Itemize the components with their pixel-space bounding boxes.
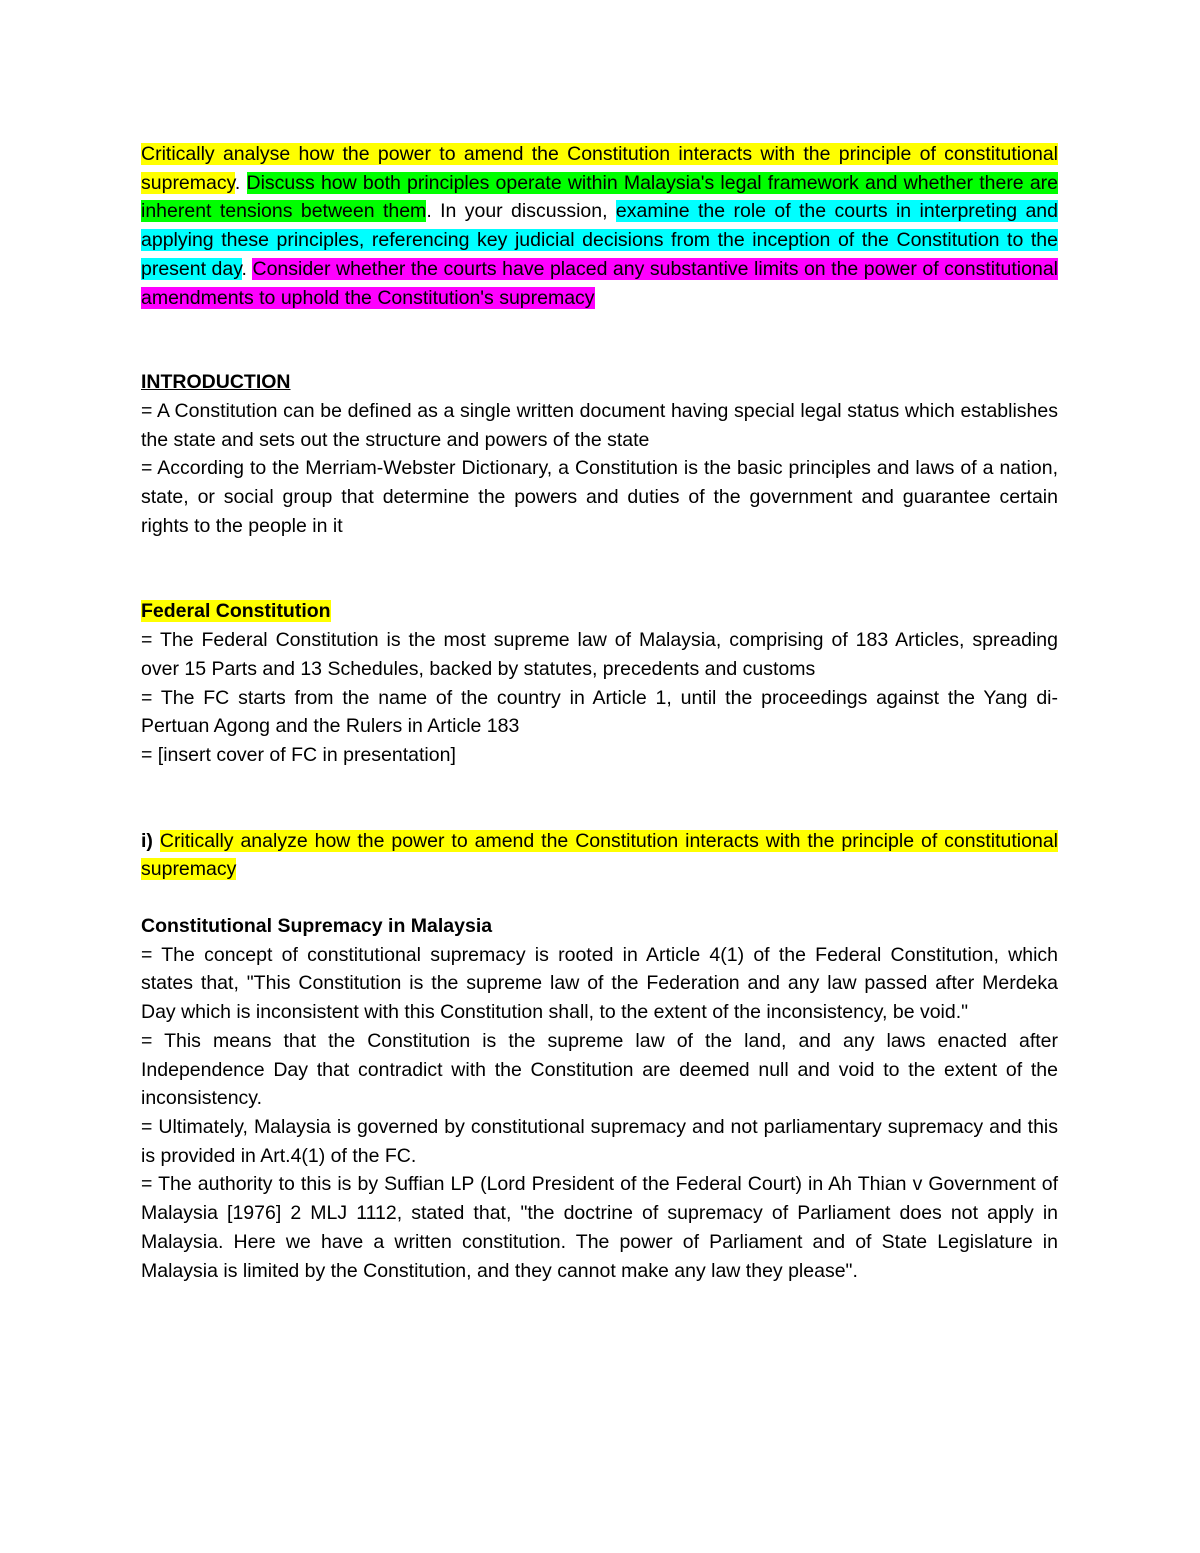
- federal-constitution-heading-text: Federal Constitution: [141, 600, 331, 623]
- federal-constitution-heading: [141, 597, 1058, 626]
- section-i-heading: [141, 827, 1058, 884]
- prompt-cyan-highlight: examine the role of the courts in interpreting and applying these principles, referencing key judicial decisions from the inception of the Constitution to the present day: [141, 200, 1058, 280]
- federal-constitution-point: = The FC starts from the name of the country in Article 1, until the proceedings against the Yang di-Pertuan Agong and the Rulers in Article 183: [141, 686, 1058, 738]
- prompt-green-highlight: Discuss how both principles operate within Malaysia's legal framework and whether there are inherent tensions between them: [141, 171, 1059, 223]
- section-i-label: i): [141, 829, 153, 852]
- introduction-point: = A Constitution can be defined as a single written document having special legal status which establishes the state and sets out the structure and powers of the state: [141, 399, 1058, 451]
- prompt-separator: .: [241, 257, 253, 280]
- prompt-magenta-highlight: Consider whether the courts have placed any substantive limits on the power of constitutional amendments to uphold the Constitution's supremacy: [141, 257, 1058, 309]
- supremacy-heading: Constitutional Supremacy in Malaysia: [141, 915, 493, 938]
- introduction-heading: INTRODUCTION: [141, 371, 291, 394]
- federal-constitution-point: = The Federal Constitution is the most supreme law of Malaysia, comprising of 183 Articles, spreading over 15 Parts and 13 Schedules, backed by statutes, precedents and customs: [141, 629, 1058, 680]
- prompt-separator: .: [234, 171, 247, 194]
- spacer: [141, 540, 1058, 597]
- section-i-title: Critically analyze how the power to amend the Constitution interacts with the principle of constitutional supremacy: [141, 829, 1058, 881]
- assignment-prompt: [141, 140, 1058, 312]
- prompt-separator: . In your discussion,: [426, 200, 616, 223]
- introduction-point: = According to the Merriam-Webster Dictionary, a Constitution is the basic principles and laws of a nation, state, or social group that determine the powers and duties of the government and guarantee certain rights to the people in it: [141, 457, 1058, 537]
- document-body: [141, 140, 1058, 1285]
- supremacy-point: = The concept of constitutional supremacy is rooted in Article 4(1) of the Federal Constitution, which states that, "This Constitution is the supreme law of the Federation and any law passed after Merdeka Day which is inconsistent with this Constitution shall, to the extent of the inconsistency, be void.": [141, 943, 1058, 1024]
- supremacy-point: = The authority to this is by Suffian LP (Lord President of the Federal Court) in Ah Thian v Government of Malaysia [1976] 2 MLJ 1112, stated that, "the doctrine of supremacy of Parliament does not apply in Malaysia. Here we have a written constitution. The power of Parliament and of State Legislature in Malaysia is limited by the Constitution, and they cannot make any law they please".: [141, 1173, 1058, 1282]
- prompt-yellow-highlight: Critically analyse how the power to amend the Constitution interacts with the principle of constitutional supremacy: [141, 143, 1058, 194]
- spacer: [141, 312, 1058, 368]
- federal-constitution-point: = [insert cover of FC in presentation]: [141, 743, 456, 766]
- supremacy-point: = Ultimately, Malaysia is governed by constitutional supremacy and not parliamentary supremacy and this is provided in Art.4(1) of the FC.: [141, 1115, 1058, 1167]
- spacer: [141, 884, 1058, 912]
- spacer: [141, 770, 1058, 827]
- supremacy-point: = This means that the Constitution is the supreme law of the land, and any laws enacted after Independence Day that contradict with the Constitution are deemed null and void to the extent of the inconsistency.: [141, 1029, 1058, 1110]
